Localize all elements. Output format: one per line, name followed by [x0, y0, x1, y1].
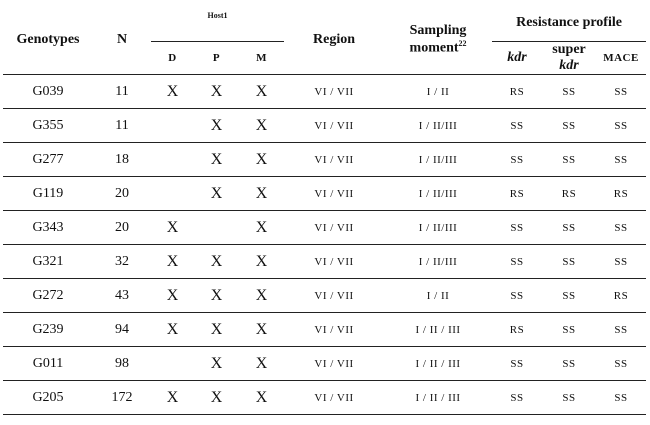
header-sampling-sup: 22 [458, 38, 467, 48]
table-row [3, 75, 646, 109]
cell-host-d: X [151, 245, 194, 279]
cell-host-d: X [151, 75, 194, 109]
cell-host-p: X [194, 143, 239, 177]
table-row [3, 279, 646, 313]
cell-sampling: I / II/III [384, 143, 492, 177]
cell-host-p: X [194, 313, 239, 347]
cell-region: VI / VII [284, 143, 384, 177]
table-row [3, 245, 646, 279]
cell-kdr: SS [492, 245, 542, 279]
cell-host-m: X [239, 347, 284, 381]
cell-super-kdr: SS [542, 347, 596, 381]
cell-host-d [151, 109, 194, 143]
cell-host-m: X [239, 177, 284, 211]
header-super-kdr [542, 42, 596, 75]
cell-sampling: I / II [384, 279, 492, 313]
cell-region: VI / VII [284, 381, 384, 415]
cell-region: VI / VII [284, 177, 384, 211]
cell-sampling: I / II / III [384, 313, 492, 347]
cell-mace: SS [596, 381, 646, 415]
cell-host-p: X [194, 109, 239, 143]
cell-genotype: G277 [3, 143, 93, 177]
cell-host-m: X [239, 279, 284, 313]
cell-mace: SS [596, 313, 646, 347]
table-row [3, 143, 646, 177]
table-row [3, 109, 646, 143]
cell-host-d [151, 347, 194, 381]
cell-kdr: RS [492, 75, 542, 109]
cell-genotype: G039 [3, 75, 93, 109]
cell-n: 18 [93, 143, 151, 177]
cell-host-p: X [194, 177, 239, 211]
cell-host-m: X [239, 381, 284, 415]
cell-host-p: X [194, 381, 239, 415]
header-region: Region [313, 31, 356, 47]
cell-n: 20 [93, 211, 151, 245]
cell-kdr: SS [492, 279, 542, 313]
cell-n: 20 [93, 177, 151, 211]
header-sampling-line2: moment [409, 40, 459, 56]
cell-mace: RS [596, 177, 646, 211]
cell-n: 11 [93, 75, 151, 109]
cell-super-kdr: SS [542, 143, 596, 177]
cell-sampling: I / II / III [384, 347, 492, 381]
header-sampling-moment [384, 5, 492, 75]
cell-genotype: G011 [3, 347, 93, 381]
cell-region: VI / VII [284, 279, 384, 313]
header-mace: MACE [596, 42, 646, 75]
cell-n: 98 [93, 347, 151, 381]
header-host [151, 5, 284, 42]
cell-n: 43 [93, 279, 151, 313]
cell-host-d: X [151, 381, 194, 415]
cell-kdr: RS [492, 313, 542, 347]
header-sampling-line1: Sampling [409, 22, 467, 38]
cell-host-d: X [151, 211, 194, 245]
cell-sampling: I / II [384, 75, 492, 109]
cell-host-m: X [239, 211, 284, 245]
cell-mace: SS [596, 143, 646, 177]
cell-region: VI / VII [284, 313, 384, 347]
cell-mace: SS [596, 347, 646, 381]
cell-host-m: X [239, 109, 284, 143]
cell-super-kdr: SS [542, 75, 596, 109]
cell-kdr: RS [492, 177, 542, 211]
cell-genotype: G119 [3, 177, 93, 211]
cell-region: VI / VII [284, 211, 384, 245]
header-super-line2: kdr [559, 58, 579, 73]
header-host-p: P [194, 42, 239, 75]
cell-kdr: SS [492, 347, 542, 381]
cell-region: VI / VII [284, 75, 384, 109]
cell-mace: SS [596, 75, 646, 109]
cell-super-kdr: SS [542, 109, 596, 143]
cell-host-d [151, 143, 194, 177]
header-host-d: D [151, 42, 194, 75]
cell-mace: SS [596, 245, 646, 279]
cell-host-m: X [239, 75, 284, 109]
cell-host-m: X [239, 245, 284, 279]
cell-host-p: X [194, 279, 239, 313]
cell-host-p: X [194, 347, 239, 381]
cell-kdr: SS [492, 381, 542, 415]
cell-sampling: I / II / III [384, 381, 492, 415]
cell-region: VI / VII [284, 109, 384, 143]
header-n: N [116, 31, 128, 47]
cell-genotype: G343 [3, 211, 93, 245]
cell-host-p: X [194, 75, 239, 109]
cell-host-d [151, 177, 194, 211]
header-kdr: kdr [492, 42, 542, 75]
cell-host-p [194, 211, 239, 245]
cell-mace: SS [596, 109, 646, 143]
header-host-label: Host1 [207, 11, 228, 20]
cell-region: VI / VII [284, 347, 384, 381]
table-row [3, 313, 646, 347]
cell-host-d: X [151, 313, 194, 347]
table-row [3, 347, 646, 381]
cell-n: 32 [93, 245, 151, 279]
cell-host-p: X [194, 245, 239, 279]
cell-mace: SS [596, 211, 646, 245]
cell-super-kdr: SS [542, 313, 596, 347]
cell-genotype: G321 [3, 245, 93, 279]
cell-n: 94 [93, 313, 151, 347]
cell-host-m: X [239, 143, 284, 177]
cell-kdr: SS [492, 109, 542, 143]
table-body [3, 75, 646, 415]
cell-super-kdr: RS [542, 177, 596, 211]
genotype-table [3, 5, 646, 415]
table-row [3, 211, 646, 245]
table-row [3, 381, 646, 415]
cell-sampling: I / II/III [384, 177, 492, 211]
cell-kdr: SS [492, 143, 542, 177]
cell-genotype: G272 [3, 279, 93, 313]
cell-kdr: SS [492, 211, 542, 245]
cell-region: VI / VII [284, 245, 384, 279]
cell-super-kdr: SS [542, 211, 596, 245]
cell-sampling: I / II/III [384, 211, 492, 245]
cell-sampling: I / II/III [384, 109, 492, 143]
cell-n: 172 [93, 381, 151, 415]
header-super-line1: super [552, 42, 586, 57]
cell-genotype: G355 [3, 109, 93, 143]
cell-mace: RS [596, 279, 646, 313]
header-genotypes: Genotypes [16, 31, 80, 47]
table-row [3, 177, 646, 211]
header-resistance-profile: Resistance profile [516, 15, 622, 30]
cell-genotype: G239 [3, 313, 93, 347]
cell-super-kdr: SS [542, 381, 596, 415]
cell-super-kdr: SS [542, 245, 596, 279]
cell-host-d: X [151, 279, 194, 313]
cell-sampling: I / II/III [384, 245, 492, 279]
cell-host-m: X [239, 313, 284, 347]
header-host-m: M [239, 42, 284, 75]
cell-super-kdr: SS [542, 279, 596, 313]
cell-n: 11 [93, 109, 151, 143]
cell-genotype: G205 [3, 381, 93, 415]
